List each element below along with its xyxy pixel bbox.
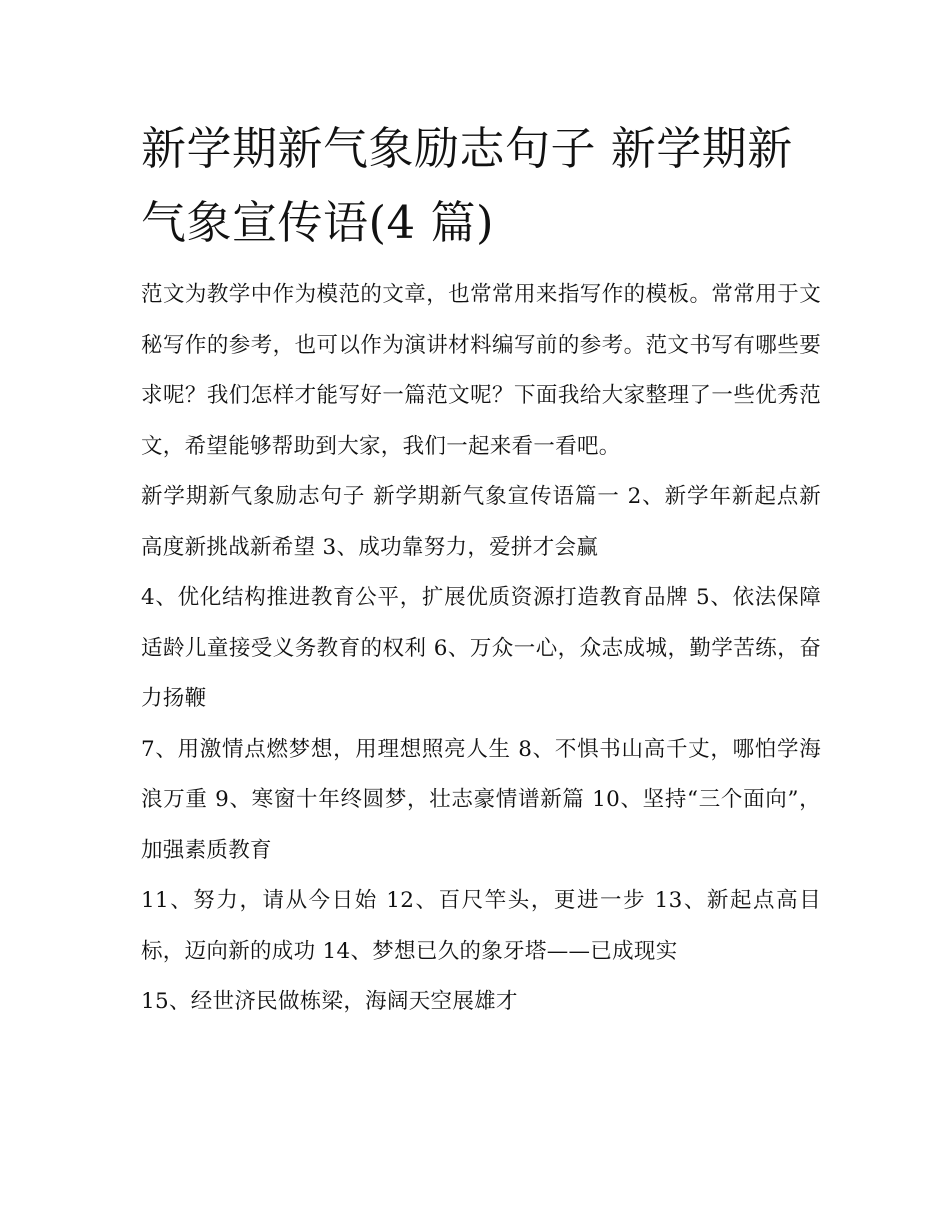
paragraph-slogans-1: 新学期新气象励志句子 新学期新气象宣传语篇一 2、新学年新起点新高度新挑战新希望 3、成功靠努力，爱拼才会赢	[141, 484, 821, 560]
paragraph-slogans-5: 15、经世济民做栋梁，海阔天空展雄才	[141, 989, 518, 1014]
paragraph-slogans-3: 7、用激情点燃梦想，用理想照亮人生 8、不惧书山高千丈，哪怕学海浪万重 9、寒窗十年终圆梦，壮志豪情谱新篇 10、坚持“三个面向”，加强素质教育	[141, 736, 821, 863]
document-content	[141, 112, 821, 1028]
document-title: 新学期新气象励志句子 新学期新气象宣传语(4 篇)	[141, 122, 793, 249]
paragraph-slogans-2: 4、优化结构推进教育公平，扩展优质资源打造教育品牌 5、依法保障适龄儿童接受义务教育的权利 6、万众一心，众志成城，勤学苦练，奋力扬鞭	[141, 585, 821, 711]
paragraph-intro: 范文为教学中作为模范的文章，也常常用来指写作的模板。常常用于文秘写作的参考，也可以作为演讲材料编写前的参考。范文书写有哪些要求呢？我们怎样才能写好一篇范文呢？下面我给大家整理了一些优秀范文，希望能够帮助到大家，我们一起来看一看吧。	[141, 282, 821, 459]
paragraph-slogans-4: 11、努力，请从今日始 12、百尺竿头，更进一步 13、新起点高目标，迈向新的成功 14、梦想已久的象牙塔——已成现实	[141, 888, 821, 964]
